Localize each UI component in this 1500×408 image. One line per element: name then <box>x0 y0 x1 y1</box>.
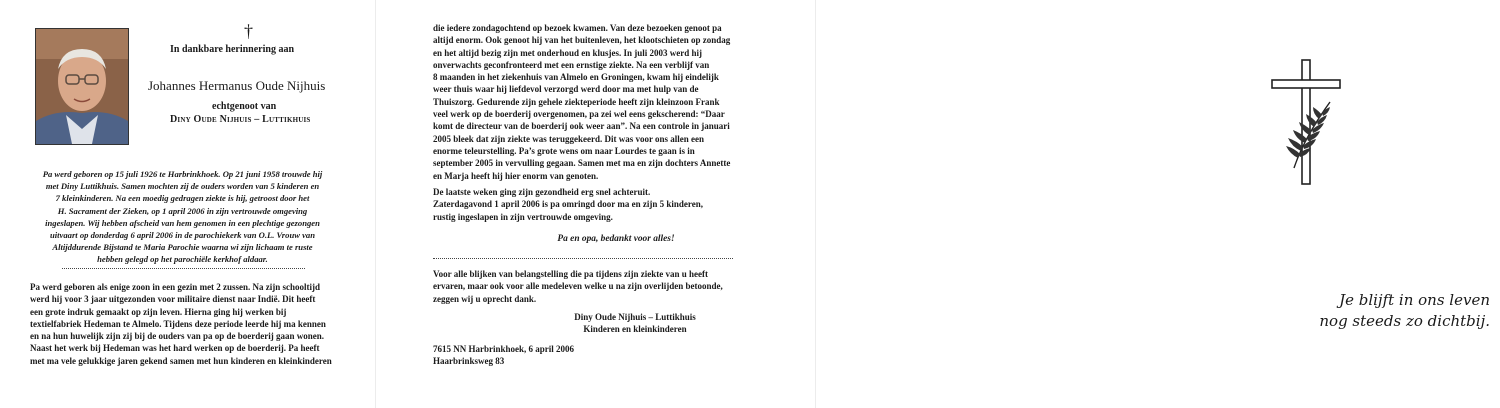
text-line: De laatste weken ging zijn gezondheid erg snel achteruit. <box>433 187 651 197</box>
text-line: veel werk op de boerderij overgenomen, pa zei wel eens gekscherend: “Daar <box>433 109 725 120</box>
text-line: september 2005 in vervulling gegaan. Samen met ma en zijn dochters Annette <box>433 158 731 169</box>
verse-line: nog steeds zo dichtbij. <box>1319 312 1490 330</box>
life-story-part-2 <box>433 22 799 182</box>
text-line: onverwachts geconfronteerd met een ernstige ziekte. Na een verblijf van <box>433 59 710 70</box>
text-line: 7 kleinkinderen. Na een moedig gedragen ziekte is hij, getroost door het <box>55 193 310 204</box>
life-story-part-1 <box>30 281 338 367</box>
text-line: ervaren, maar ook voor alle medeleven welke u na zijn overlijden betoonde, <box>433 281 723 292</box>
text-line: Zaterdagavond 1 april 2006 is pa omringd door ma en zijn 5 kinderen, <box>433 199 703 210</box>
address-street: Haarbrinksweg 83 <box>433 356 505 367</box>
text-line: Pa werd geboren als enige zoon in een gezin met 2 zussen. Na zijn schooltijd <box>30 282 321 292</box>
dotted-divider <box>62 268 305 269</box>
text-line: uitvaart op donderdag 6 april 2006 in de parochiekerk van O.L. Vrouw van <box>50 230 315 241</box>
text-line: 2005 bleek dat zijn ziekte was teruggekeerd. Dit was voor ons allen een <box>433 133 705 144</box>
signature-names: Diny Oude Nijhuis – Luttikhuis <box>574 312 696 322</box>
address-place-date: 7615 NN Harbrinkhoek, 6 april 2006 <box>433 344 575 354</box>
text-line: Pa werd geboren op 15 juli 1926 te Harbrinkhoek. Op 21 juni 1958 trouwde hij <box>42 169 323 179</box>
bio-intro <box>30 168 335 266</box>
text-line: 8 maanden in het ziekenhuis van Almelo en Groningen, kwam hij eindelijk <box>433 72 719 83</box>
spouse-of-label: echtgenoot van <box>212 101 277 112</box>
text-line: komt de directeur van de boerderij ook weer aan”. Na een controle in januari <box>433 121 730 132</box>
thanks-line: Pa en opa, bedankt voor alles! <box>557 234 675 244</box>
panel-middle <box>375 0 815 408</box>
text-line: textielfabriek Hedeman te Almelo. Tijdens deze periode leerde hij ma kennen <box>30 318 326 329</box>
panel-left <box>0 0 375 408</box>
text-line: werd hij voor 3 jaar uitgezonden voor militaire dienst naar Indië. Dit heeft <box>30 294 316 305</box>
text-line: een grote indruk gemaakt op zijn leven. Hierna ging hij werken bij <box>30 306 287 317</box>
panel-right <box>815 0 1500 408</box>
text-line: en Marja heeft hij hier enorm van genoten. <box>433 170 599 181</box>
text-line: rustig ingeslapen in zijn vertrouwde omgeving. <box>433 211 613 222</box>
text-line: weer thuis waar hij liefdevol verzorgd werd door ma met hulp van de <box>433 84 699 95</box>
signature-family: Kinderen en kleinkinderen <box>583 324 687 335</box>
text-line: met ma vele gelukkige jaren gekend samen met hun kinderen en kleinkinderen <box>30 355 332 366</box>
text-line: altijd enorm. Ook genoot hij van het buitenleven, het klootschieten op zondag <box>433 35 731 46</box>
memorial-heading: In dankbare herinnering aan <box>170 44 295 55</box>
verse-line: Je blijft in ons leven <box>1339 291 1490 309</box>
text-line: Voor alle blijken van belangstelling die pa tijdens zijn ziekte van u heeft <box>433 269 709 279</box>
text-line: zeggen wij u oprecht dank. <box>433 293 537 304</box>
final-weeks <box>433 186 753 223</box>
signature <box>525 311 745 336</box>
portrait-illustration <box>36 29 128 144</box>
text-line: Altijddurende Bijstand te Maria Parochie waarna wi zijn lichaam te ruste <box>52 242 313 253</box>
portrait-photo <box>35 28 129 145</box>
text-line: met Diny Luttikhuis. Samen mochten zij de ouders worden van 5 kinderen en <box>45 181 320 192</box>
gratitude-note <box>433 268 793 305</box>
cross-symbol: † <box>244 21 253 41</box>
address <box>433 343 574 368</box>
cross-with-palm-icon <box>1270 58 1350 188</box>
text-line: en het altijd bezig zijn met onderhoud en klusjes. In juli 2003 werd hij <box>433 47 703 58</box>
text-line: H. Sacrament der Zieken, op 1 april 2006 in zijn vertrouwde omgeving <box>57 205 308 216</box>
closing-verse <box>1280 290 1490 332</box>
text-line: ingeslapen. Wij hebben afscheid van hem genomen in een plechtige gezongen <box>45 217 320 228</box>
spouse-name: Diny Oude Nijhuis – Luttikhuis <box>170 114 311 125</box>
text-line: die iedere zondagochtend op bezoek kwamen. Van deze bezoeken genoot pa <box>433 23 722 33</box>
text-line: Thuiszorg. Gedurende zijn gehele ziekteperiode heeft zijn kleinzoon Frank <box>433 96 720 107</box>
text-line: enorme teleurstelling. Pa’s grote wens om naar Lourdes te gaan is in <box>433 145 695 156</box>
dotted-divider <box>433 258 733 259</box>
deceased-name: Johannes Hermanus Oude Nijhuis <box>148 78 326 93</box>
text-line: Naast het werk bij Hedeman was het hard werken op de boerderij. Pa heeft <box>30 343 320 354</box>
text-line: hebben gelegd op het parochiële kerkhof aldaar. <box>97 254 268 265</box>
text-line: en na hun huwelijk zijn zij bij de ouders van pa op de boerderij gaan wonen. <box>30 331 325 342</box>
